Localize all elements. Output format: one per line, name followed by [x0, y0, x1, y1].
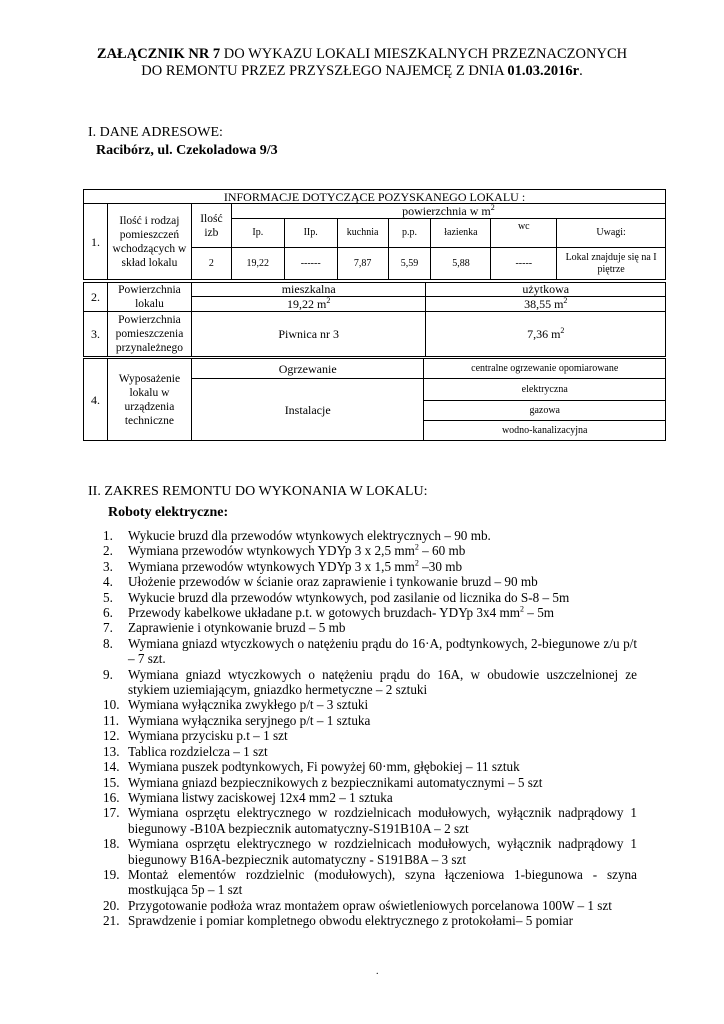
list-item	[103, 836, 637, 867]
list-item	[103, 867, 637, 898]
list-item	[103, 898, 637, 913]
row4-number: 4.	[84, 359, 108, 441]
val-pp: 5,59	[388, 248, 431, 280]
section1-heading: I. DANE ADRESOWE:	[88, 125, 223, 140]
list-item	[103, 620, 637, 635]
col-remarks: Uwagi:	[557, 219, 666, 248]
list-item-text: Wymiana listwy zaciskowej 12x4 mm2 – 1 sztuka	[128, 789, 393, 805]
list-item-number: 7.	[103, 620, 113, 636]
val-wc: -----	[491, 248, 557, 280]
list-item-text: Wymiana przewodów wtynkowych YDYp 3 x 2,5 mm	[128, 543, 415, 559]
col-kitchen: kuchnia	[337, 219, 388, 248]
list-item-text: Przewody kabelkowe układane p.t. w gotowych bruzdach- YDYp 3x4 mm	[128, 605, 520, 621]
list-item-text-end: –30 mb	[418, 558, 463, 574]
list-item-number: 10.	[103, 697, 120, 713]
row3-number: 3.	[84, 312, 108, 357]
list-item-text: Wymiana gniazd bezpiecznikowych z bezpiecznikami automatycznymi – 5 szt	[128, 774, 543, 790]
section2-heading: II. ZAKRES REMONTU DO WYKONANIA W LOKALU:	[88, 484, 428, 499]
list-item	[103, 759, 637, 774]
val-iip: ------	[284, 248, 337, 280]
col-pp: p.p.	[388, 219, 431, 248]
living-area-number: 19,22 m	[287, 296, 327, 311]
table-header: INFORMACJE DOTYCZĄCE POZYSKANEGO LOKALU :	[84, 190, 666, 204]
list-item-number: 8.	[103, 635, 113, 651]
living-area-label: mieszkalna	[191, 283, 426, 297]
list-item-number: 15.	[103, 774, 120, 790]
heating-value: centralne ogrzewanie opomiarowane	[424, 359, 666, 379]
col-ip: Ip.	[231, 219, 284, 248]
list-item	[103, 913, 637, 928]
list-item	[103, 805, 637, 836]
row3-label: Powierzchnia pomieszczenia przynależnego	[107, 312, 191, 357]
list-item-text: Przygotowanie podłoża wraz montażem opraw oświetleniowych porcelanowa 100W – 1 szt	[128, 897, 612, 913]
install-gas: gazowa	[424, 401, 666, 421]
list-item	[103, 528, 637, 543]
cellar-area-sup: 2	[560, 326, 565, 335]
living-area-sup: 2	[326, 295, 331, 305]
list-item	[103, 667, 637, 698]
list-item-text: Wymiana przycisku p.t – 1 szt	[128, 728, 288, 744]
col-bathroom: łazienka	[431, 219, 491, 248]
list-item-number: 2.	[103, 543, 113, 559]
row1-number: 1.	[84, 204, 108, 280]
area-label	[231, 204, 665, 219]
row2-number: 2.	[84, 283, 108, 312]
list-item	[103, 605, 637, 620]
install-water: wodno-kanalizacyjna	[424, 421, 666, 441]
row4-label: Wyposażenie lokalu w urządzenia techniczne	[107, 359, 191, 441]
list-item-number: 4.	[103, 574, 113, 590]
electrical-works-heading: Roboty elektryczne:	[108, 505, 229, 520]
page-title	[90, 46, 634, 80]
list-item-text: Wymiana gniazd wtyczkowych o natężeniu prądu do 16·A, podtynkowych, 2-biegunowe z/u p/t – 7 szt.	[128, 635, 637, 667]
list-item-number: 6.	[103, 605, 113, 621]
list-item-text-end: – 60 mb	[418, 543, 466, 559]
area-label-sup: 2	[490, 203, 495, 212]
list-item-text: Wykucie bruzd dla przewodów wtynkowych, pod zasilanie od licznika do S-8 – 5m	[128, 589, 570, 605]
title-bold-1: ZAŁĄCZNIK NR 7	[96, 46, 221, 62]
list-item	[103, 590, 637, 605]
rooms-value: 2	[191, 248, 231, 280]
list-item	[103, 790, 637, 805]
list-item-number: 13.	[103, 743, 120, 759]
col-wc: wc	[491, 219, 557, 248]
list-item-text: Zaprawienie i otynkowanie bruzd – 5 mb	[128, 620, 346, 636]
area-label-text: powierzchnia w m	[402, 204, 491, 218]
list-item-text: Sprawdzenie i pomiar kompletnego obwodu elektrycznego z protokołami– 5 pomiar	[128, 913, 573, 929]
usable-area-label: użytkowa	[426, 283, 666, 297]
list-item-text: Wymiana puszek podtynkowych, Fi powyżej 60·mm, głębokiej – 11 sztuk	[128, 759, 520, 775]
list-item	[103, 543, 637, 558]
list-item-number: 12.	[103, 728, 120, 744]
list-item-text: Wykucie bruzd dla przewodów wtynkowych elektrycznych – 90 mb.	[128, 528, 491, 543]
col-iip: IIp.	[284, 219, 337, 248]
list-item-text: Montaż elementów rozdzielnic (modułowych), szyna łączeniowa 1-biegunowa - szyna mostkująca 5p – 1 szt	[128, 866, 637, 898]
val-bathroom: 5,88	[431, 248, 491, 280]
list-item-text: Wymiana wyłącznika zwykłego p/t – 3 sztuki	[128, 697, 369, 713]
list-item-text: Wymiana przewodów wtynkowych YDYp 3 x 1,5 mm	[128, 558, 415, 574]
list-item-number: 9.	[103, 666, 113, 682]
cellar-name: Piwnica nr 3	[191, 312, 426, 357]
list-item-sup: 2	[414, 543, 419, 553]
list-item-number: 5.	[103, 589, 113, 605]
rooms-label: Ilość izb	[191, 204, 231, 248]
list-item-sup: 2	[414, 558, 419, 568]
cellar-area-number: 7,36 m	[527, 327, 561, 341]
row1-label: Ilość i rodzaj pomieszczeń wchodzących w skład lokalu	[107, 204, 191, 280]
address: Racibórz, ul. Czekoladowa 9/3	[96, 143, 278, 158]
list-item-number: 14.	[103, 759, 120, 775]
title-date: 01.03.2016r	[507, 63, 580, 79]
info-table-rooms	[83, 189, 666, 280]
usable-area-value	[426, 296, 666, 311]
list-item-number: 17.	[103, 805, 120, 821]
usable-area-sup: 2	[563, 295, 568, 305]
list-item-number: 3.	[103, 558, 113, 574]
list-item	[103, 728, 637, 743]
list-item	[103, 636, 637, 667]
title-text-2: .	[579, 63, 583, 79]
list-item-number: 1.	[103, 528, 113, 543]
list-item	[103, 775, 637, 790]
title-text-1: DO WYKAZU LOKALI MIESZKALNYCH PRZEZNACZONYCH DO REMONTU PRZEZ PRZYSZŁEGO NAJEMCĘ Z DNIA	[141, 46, 628, 79]
list-item	[103, 574, 637, 589]
row2-label: Powierzchnia lokalu	[107, 283, 191, 312]
living-area-value	[191, 296, 426, 311]
info-table-area	[83, 282, 666, 357]
list-item-text: Wymiana gniazd wtyczkowych o natężeniu prądu do 16A, w obudowie uszczelnionej ze stykiem uziemiającym, gniazdko hermetyczne – 2 sztuki	[128, 666, 637, 698]
list-item-text: Tablica rozdzielcza – 1 szt	[128, 743, 268, 759]
info-table-equipment	[83, 358, 666, 441]
list-item	[103, 697, 637, 712]
list-item-number: 16.	[103, 789, 120, 805]
cellar-area	[426, 312, 666, 357]
list-item-number: 20.	[103, 897, 120, 913]
list-item-text-end: – 5m	[524, 605, 555, 621]
footer-mark: .	[376, 966, 379, 977]
val-remarks: Lokal znajduje się na I piętrze	[557, 248, 666, 280]
list-item-number: 18.	[103, 836, 120, 852]
list-item-text: Ułożenie przewodów w ścianie oraz zaprawienie i tynkowanie bruzd – 90 mb	[128, 574, 538, 590]
list-item-number: 11.	[103, 712, 119, 728]
usable-area-number: 38,55 m	[524, 296, 564, 311]
works-list	[103, 528, 637, 929]
list-item-text: Wymiana wyłącznika seryjnego p/t – 1 sztuka	[128, 712, 371, 728]
list-item-text: Wymiana osprzętu elektrycznego w rozdzielnicach modułowych, wyłącznik nadprądowy 1 biegunowy B16A-bezpiecznik automatyczny - S191B8A – 3 szt	[128, 836, 637, 867]
val-kitchen: 7,87	[337, 248, 388, 280]
list-item-number: 21.	[103, 913, 120, 929]
installations-label: Instalacje	[191, 379, 424, 441]
heating-label: Ogrzewanie	[191, 359, 424, 379]
list-item-sup: 2	[520, 604, 524, 614]
list-item	[103, 559, 637, 574]
list-item	[103, 713, 637, 728]
val-ip: 19,22	[231, 248, 284, 280]
list-item	[103, 744, 637, 759]
list-item-text: Wymiana osprzętu elektrycznego w rozdzielnicach modułowych, wyłącznik nadprądowy 1 biegunowy -B10A bezpiecznik automatyczny-S191B10A – 2 szt	[128, 805, 637, 836]
install-electric: elektryczna	[424, 379, 666, 401]
list-item-number: 19.	[103, 866, 120, 882]
